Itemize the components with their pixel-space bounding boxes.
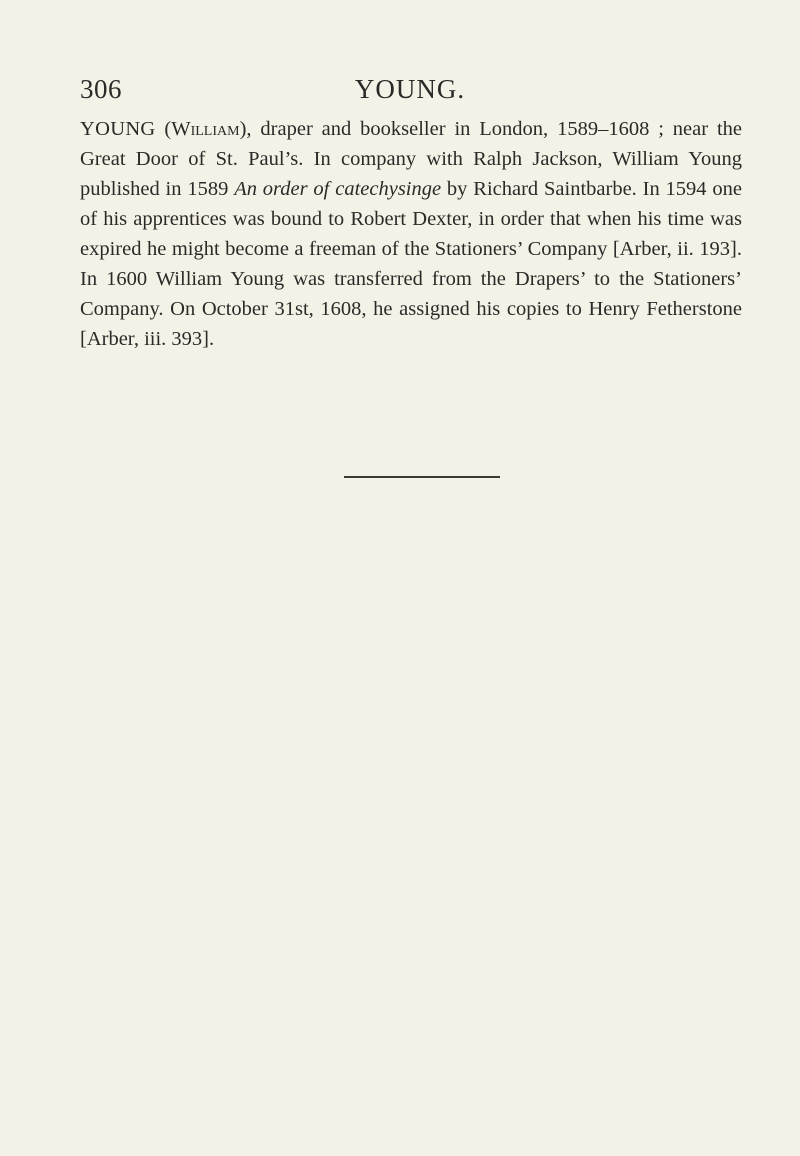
book-title: An order of catechysinge xyxy=(234,178,442,200)
dictionary-entry xyxy=(80,114,742,354)
entry-text-part-1: draper and bookseller in London, 1589–1608 ; near the Great Door of St. Paul’s. In company with Ralph Jackson, William Young published in 1589 xyxy=(80,118,742,200)
running-title: YOUNG. xyxy=(354,74,466,104)
entry-paragraph xyxy=(80,114,742,354)
entry-text-part-2: by Richard Saintbarbe. In 1594 one of his apprentices was bound to Robert Dexter, in order that when his time was expired he might become a freeman of the Stationers’ Company [Arber, ii. 193]. In 1600 William Young was transferred from the Drapers’ to the Stationers’ Company. On October 31st, 1608, he assigned his copies to Henry Fetherstone [Arber, iii. 393]. xyxy=(80,178,743,350)
page-number: 306 xyxy=(80,74,122,104)
end-rule xyxy=(344,476,500,478)
entry-given-name: (William), xyxy=(164,118,252,140)
entry-headword: YOUNG xyxy=(80,118,156,140)
running-head xyxy=(80,74,740,114)
